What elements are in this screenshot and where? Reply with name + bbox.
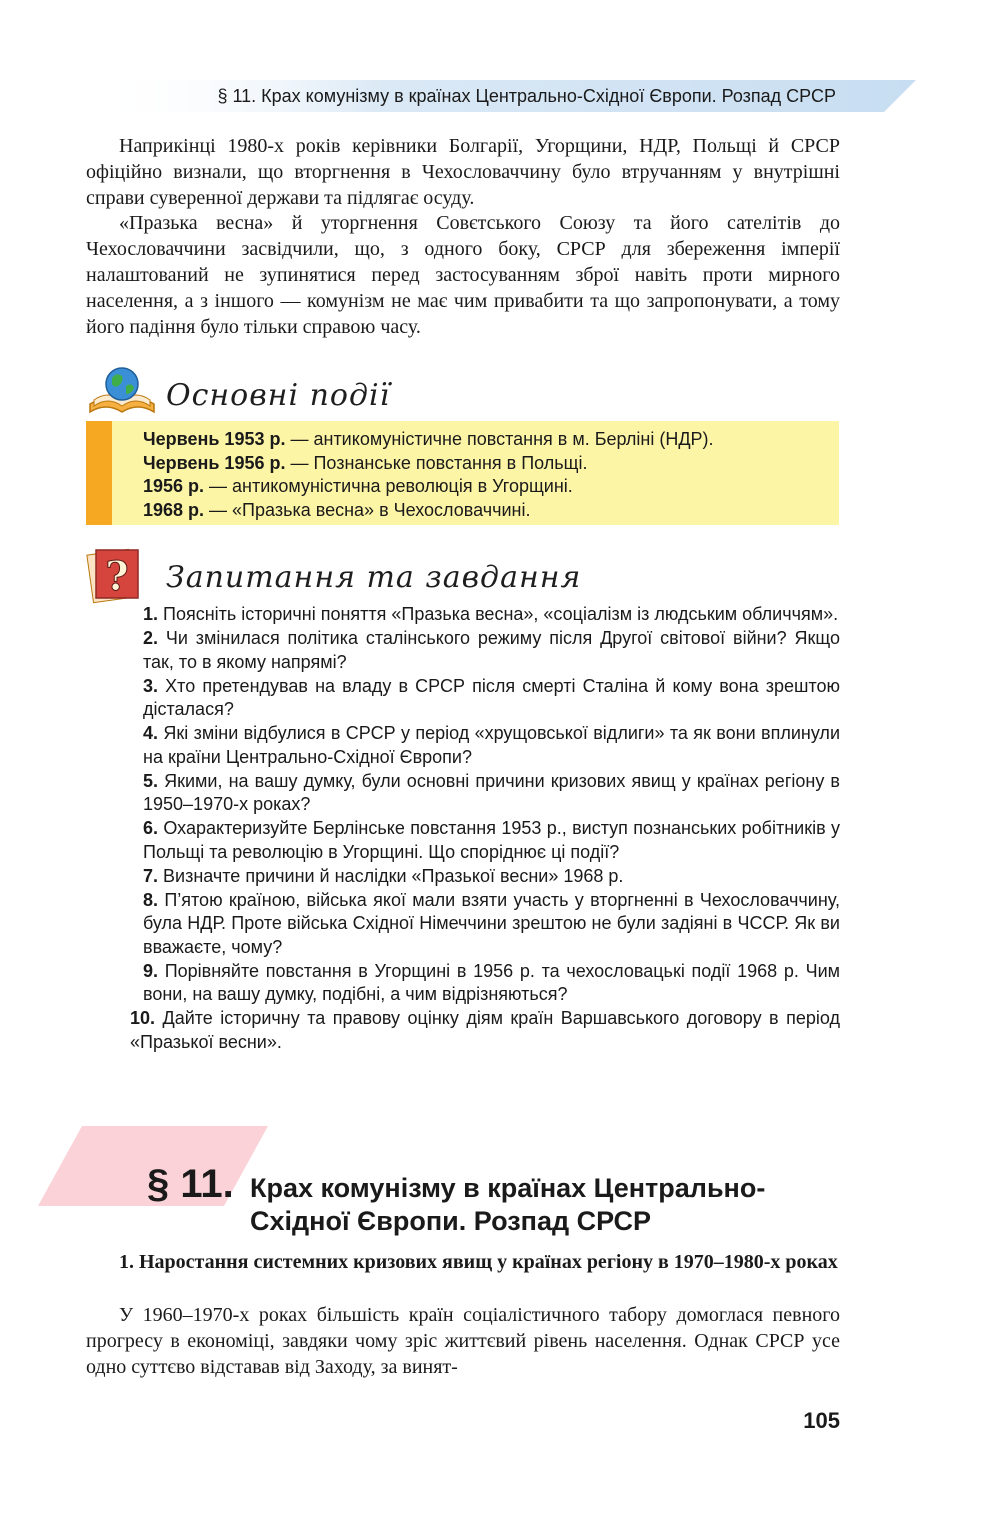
question-item: 9. Порівняйте повстання в Угорщині в 1956 р. та чехословацькі події 1968 р. Чим вони, на вашу думку, подібні, а чим відрізняються?	[143, 960, 840, 1004]
question-mark-icon	[86, 546, 158, 611]
chapter-number: § 11.	[147, 1162, 234, 1206]
questions-section-title: Запитання та завдання	[166, 560, 582, 595]
final-text	[86, 1303, 840, 1380]
chapter-title-line-1: Крах комунізму в країнах Центрально-	[250, 1173, 766, 1203]
events-list	[143, 428, 714, 522]
events-section-title: Основні події	[166, 378, 391, 413]
intro-paragraph-1: Наприкінці 1980-х років керівники Болгарії, Угорщини, НДР, Польщі й СРСР офіційно визнали, що вторгнення в Чехословаччину було втручанням у внутрішні справи суверенної держави та підлягає осуду.	[86, 135, 840, 209]
subsection-heading: 1. Наростання системних кризових явищ у країнах регіону в 1970–1980-х роках	[119, 1251, 838, 1273]
question-item: 4. Які зміни відбулися в СРСР у період «хрущовської відлиги» та як вони вплинули на країни Центрально-Східної Європи?	[143, 723, 840, 767]
globe-book-icon	[86, 364, 158, 421]
final-paragraph: У 1960–1970-х роках більшість країн соціалістичного табору домоглася певного прогресу в економіці, завдяки чому зріс життєвий рівень населення. Однак СРСР усе одно суттєво відставав від Заходу, за винят-	[86, 1304, 840, 1378]
page-number: 105	[803, 1408, 840, 1433]
question-item: 7. Визначте причини й наслідки «Празької весни» 1968 р.	[143, 865, 624, 886]
svg-text:?: ?	[105, 553, 129, 600]
question-item: 10. Дайте історичну та правову оцінку діям країн Варшавського договору в період «Празької весни».	[130, 1008, 840, 1052]
question-item: 2. Чи змінилася політика сталінського режиму після Другої світової війни? Якщо так, то в якому напрямі?	[143, 628, 840, 672]
questions-list	[130, 603, 840, 1055]
chapter-title-line-2: Східної Європи. Розпад СРСР	[250, 1206, 651, 1236]
question-item: 6. Охарактеризуйте Берлінське повстання 1953 р., виступ познанських робітників у Польщі та революцію в Угорщині. Що споріднює ці події?	[143, 818, 840, 862]
intro-text	[86, 134, 840, 340]
event-item: 1968 р. — «Празька весна» в Чехословаччині.	[143, 499, 531, 520]
event-item: 1956 р. — антикомуністична революція в Угорщині.	[143, 476, 573, 496]
chapter-title	[250, 1172, 810, 1238]
running-header-text: § 11. Крах комунізму в країнах Центрально-Східної Європи. Розпад СРСР	[217, 86, 836, 106]
events-box	[86, 421, 839, 525]
event-item: Червень 1953 р. — антикомуністичне повстання в м. Берліні (НДР).	[143, 429, 714, 449]
question-item: 8. П’ятою країною, війська якої мали взяти участь у вторгненні в Чехословаччину, була НДР. Проте війська Східної Німеччини зрештою не були задіяні в ЧССР. Як ви вважаєте, чому?	[143, 889, 840, 957]
events-box-stripe	[86, 421, 112, 525]
question-item: 1. Поясніть історичні поняття «Празька весна», «соціалізм із людським обличчям».	[143, 604, 839, 624]
event-item: Червень 1956 р. — Познанське повстання в Польщі.	[143, 452, 588, 473]
question-item: 3. Хто претендував на владу в СРСР після смерті Сталіна й кому вона зрештою дісталася?	[143, 675, 840, 719]
running-header	[94, 80, 916, 112]
intro-paragraph-2: «Празька весна» й уторгнення Совєтського Союзу та його сателітів до Чехословаччини засвідчили, що, з одного боку, СРСР для збереження імперії налаштований не зупинятися перед застосуванням зброї навіть проти мирного населення, а з іншого — комунізм не має чим привабити та що запропонувати, а тому його падіння було тільки справою часу.	[86, 212, 840, 338]
question-item: 5. Якими, на вашу думку, були основні причини кризових явищ у країнах регіону в 1950–1970-х роках?	[143, 770, 840, 814]
